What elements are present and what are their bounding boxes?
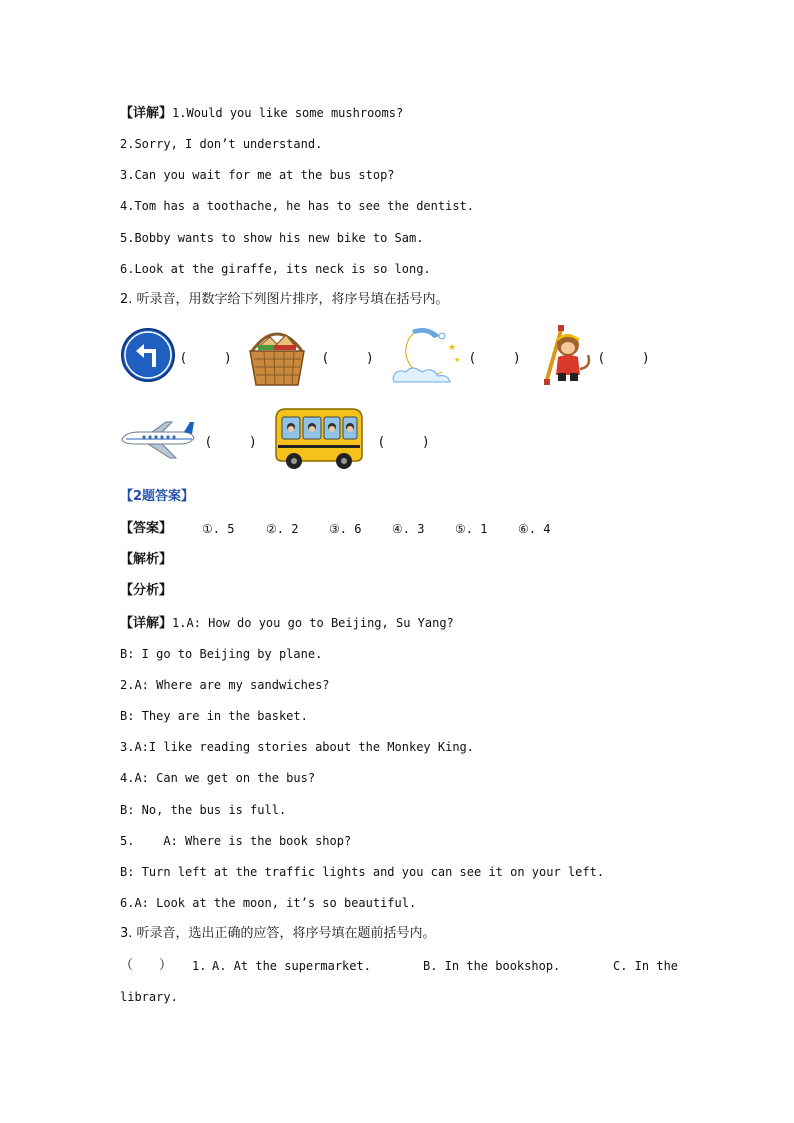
answer-item-5: ⑤. 1 [455,522,488,536]
analysis-label: 【解析】 [120,552,173,567]
option-a: A. At the supermarket. [212,959,371,973]
picture-1-blank[interactable]: ( ) [181,351,231,366]
svg-text:★: ★ [454,356,461,364]
detail-line-9: B: Turn left at the traffic lights and you can see it on your left. [120,865,605,879]
answer-label: 【答案】 [120,521,173,536]
sandwich-basket-icon [244,323,310,387]
detail-line-6: 4.A: Can we get on the bus? [120,771,316,785]
detail-line-2: B: I go to Beijing by plane. [120,647,323,661]
question2-title: 2. 听录音，用数字给下列图片排序，将序号填在括号内。 [120,292,449,307]
monkey-king-icon [532,323,594,387]
school-bus-icon [272,405,366,471]
answer-item-1: ①. 5 [202,522,235,536]
answer-item-4: ④. 3 [392,522,425,536]
answer-item-6: ⑥. 4 [518,522,551,536]
detail-line-3: 2.A: Where are my sandwiches? [120,678,330,692]
picture-4-blank[interactable]: ( ) [599,351,649,366]
svg-text:★: ★ [448,343,457,353]
answer-row [120,521,680,537]
section1-line-6: 6.Look at the giraffe, its neck is so long. [120,262,431,276]
section1-line-4: 4.Tom has a toothache, he has to see the dentist. [120,199,475,213]
detail-line-5: 3.A:I like reading stories about the Monkey King. [120,740,475,754]
detail-line-4: B: They are in the basket. [120,709,308,723]
answer-item-3: ③. 6 [329,522,362,536]
detail-line-7: B: No, the bus is full. [120,803,287,817]
turn-left-sign-icon [120,327,176,383]
detail-line-10: 6.A: Look at the moon, it’s so beautiful. [120,896,417,910]
fenxi-label: 【分析】 [120,583,173,598]
question3-item-1 [120,958,680,974]
picture-6-blank[interactable]: ( ) [379,435,429,450]
picture-2-blank[interactable]: ( ) [323,351,373,366]
question3-title: 3. 听录音，选出正确的应答，将序号填在题前括号内。 [120,926,436,941]
section1-line-1: 【详解】1.Would you like some mushrooms? [120,106,404,121]
detail-line-8: 5. A: Where is the book shop? [120,834,352,848]
answer-item-2: ②. 2 [266,522,299,536]
question2-answer-heading: 【2题答案】 [120,489,195,504]
detail-heading: 【详解】 [120,106,173,121]
question3-item-1-blank[interactable]: （ ） [120,958,173,973]
section1-line-2: 2.Sorry, I don’t understand. [120,137,323,151]
airplane-icon [118,418,196,460]
section1-line-3: 3.Can you wait for me at the bus stop? [120,168,395,182]
option-c: C. In the [613,959,679,973]
picture-5-blank[interactable]: ( ) [206,435,256,450]
detail-line-1: 【详解】1.A: How do you go to Beijing, Su Yang? [120,616,454,631]
option-b: B. In the bookshop. [423,959,561,973]
option-c-continued: library. [120,990,178,1004]
question3-item-1-number: 1. [192,959,207,973]
section1-line-5: 5.Bobby wants to show his new bike to Sam. [120,231,424,245]
picture-3-blank[interactable]: ( ) [470,351,520,366]
sleeping-moon-icon [388,324,464,386]
detail-label: 【详解】 [120,616,173,631]
